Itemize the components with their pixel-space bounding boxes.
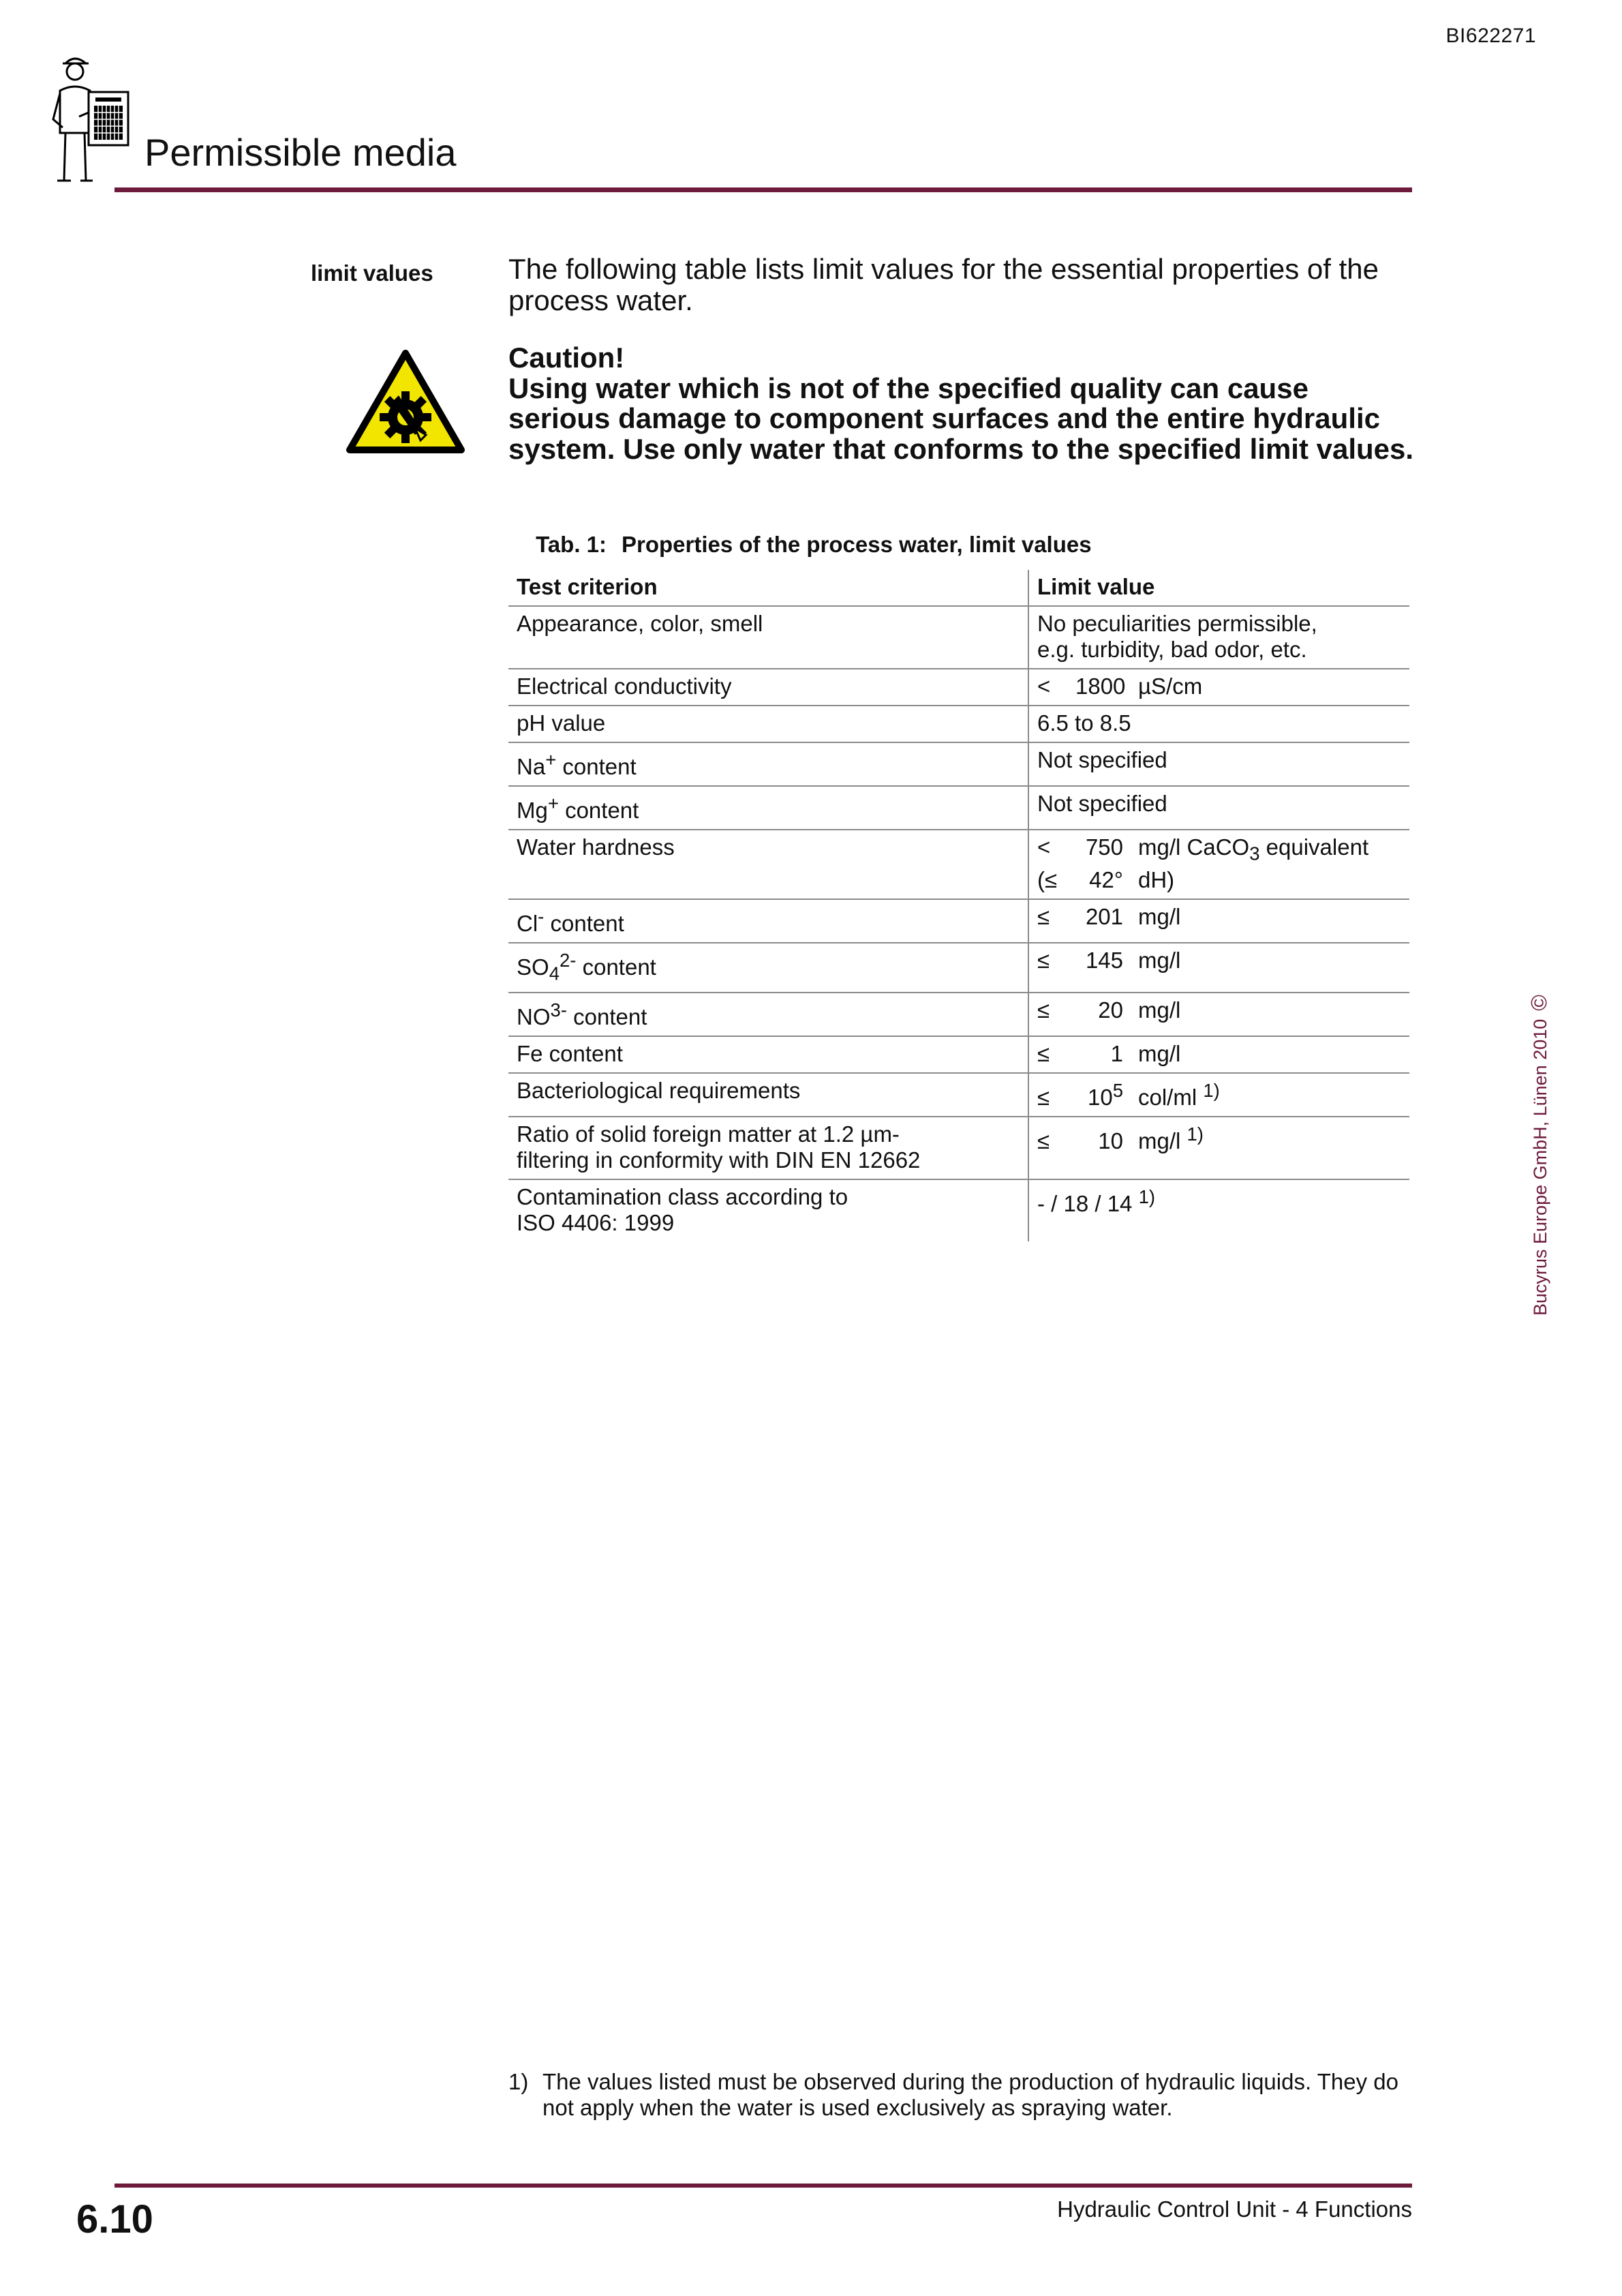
criterion-cell: Appearance, color, smell <box>508 606 1028 669</box>
footnote-ref: 1) <box>1203 1080 1220 1102</box>
footer-divider <box>114 2184 1412 2188</box>
limit-cell: ≤ 1 mg/l <box>1028 1036 1409 1073</box>
page-number: 6.10 <box>76 2197 153 2241</box>
table-row <box>508 706 1409 742</box>
table-row <box>508 993 1409 1036</box>
criterion-cell: Cl- content <box>508 899 1028 943</box>
criterion-cell: Na+ content <box>508 742 1028 786</box>
column-header-criterion: Test criterion <box>508 570 1028 606</box>
limit-values-table <box>508 570 1409 1241</box>
limit-cell: < 750 mg/l CaCO$_3$ equivalent (≤ 42° dH) <box>1028 830 1409 899</box>
table-row <box>508 669 1409 706</box>
criterion-cell: Water hardness <box>508 830 1028 899</box>
limit-cell: Not specified <box>1028 742 1409 786</box>
footer-title: Hydraulic Control Unit - 4 Functions <box>1057 2196 1412 2222</box>
criterion-cell: $SO_4^{2-}$ content <box>508 943 1028 993</box>
caution-text: Using water which is not of the specified quality can cause serious damage to component surfaces and the entire hydraulic system. Use only water that conforms to the specified limit values. <box>508 372 1414 465</box>
limit-cell: < 1800 µS/cm <box>1028 669 1409 706</box>
table-row <box>508 899 1409 943</box>
table-row <box>508 786 1409 830</box>
criterion-cell: Contamination class according to ISO 4406: 1999 <box>508 1179 1028 1241</box>
limit-cell: Not specified <box>1028 786 1409 830</box>
caution-heading: Caution! <box>508 342 625 374</box>
table-row <box>508 742 1409 786</box>
limit-cell: ≤ 201 mg/l <box>1028 899 1409 943</box>
limit-cell: - / 18 / 14 $^{1)}$ <box>1037 1186 1156 1217</box>
copyright-notice: Bucyrus Europe GmbH, Lünen 2010© <box>1527 995 1551 1316</box>
limit-cell: ≤ 145 mg/l <box>1028 943 1409 993</box>
criterion-cell: pH value <box>508 706 1028 742</box>
page-title: Permissible media <box>144 131 457 174</box>
copyright-mark: © <box>1527 995 1551 1011</box>
side-label: limit values <box>311 260 433 286</box>
criterion-cell: Electrical conductivity <box>508 669 1028 706</box>
criterion-cell: Bacteriological requirements <box>508 1073 1028 1117</box>
table-caption <box>508 532 1092 558</box>
table-row <box>508 1117 1409 1179</box>
criterion-cell: Mg+ content <box>508 786 1028 830</box>
criterion-cell: $NO^{3-}$ content <box>508 993 1028 1036</box>
table-row <box>508 1036 1409 1073</box>
table-row <box>508 830 1409 899</box>
footnote-text: The values listed must be observed during the production of hydraulic liquids. They do not apply when the water is used exclusively as spraying water. <box>542 2069 1398 2120</box>
table-header-row <box>508 570 1409 606</box>
caution-block <box>508 343 1415 464</box>
criterion-cell: Fe content <box>508 1036 1028 1073</box>
limit-cell: ≤ 10 mg/l $^{1)}$ <box>1028 1117 1409 1179</box>
header-divider <box>114 187 1412 192</box>
warning-gear-triangle-icon <box>344 348 467 457</box>
document-id: BI622271 <box>1445 25 1536 47</box>
column-header-limit: Limit value <box>1028 570 1409 606</box>
table-row <box>508 606 1409 669</box>
table-row <box>508 1073 1409 1117</box>
intro-paragraph: The following table lists limit values for the essential properties of the process water. <box>508 253 1379 316</box>
limit-cell: 6.5 to 8.5 <box>1028 706 1409 742</box>
footnote <box>508 2069 1415 2121</box>
worker-with-clipboard-icon <box>48 51 136 184</box>
footnote-ref: 1) <box>1187 1123 1204 1145</box>
footnote-ref: 1) <box>1138 1186 1156 1208</box>
limit-cell: ≤ 20 mg/l <box>1028 993 1409 1036</box>
footnote-mark: 1) <box>508 2069 529 2094</box>
table-caption-text: Properties of the process water, limit values <box>622 532 1092 557</box>
limit-cell: No peculiarities permissible, e.g. turbidity, bad odor, etc. <box>1028 606 1409 669</box>
criterion-cell: Ratio of solid foreign matter at 1.2 µm- filtering in conformity with DIN EN 12662 <box>508 1117 1028 1179</box>
table-row <box>508 943 1409 993</box>
table-caption-number: Tab. 1: <box>536 532 607 557</box>
limit-cell: ≤ $10^5$ col/ml $^{1)}$ <box>1028 1073 1409 1117</box>
table-row <box>508 1179 1409 1241</box>
